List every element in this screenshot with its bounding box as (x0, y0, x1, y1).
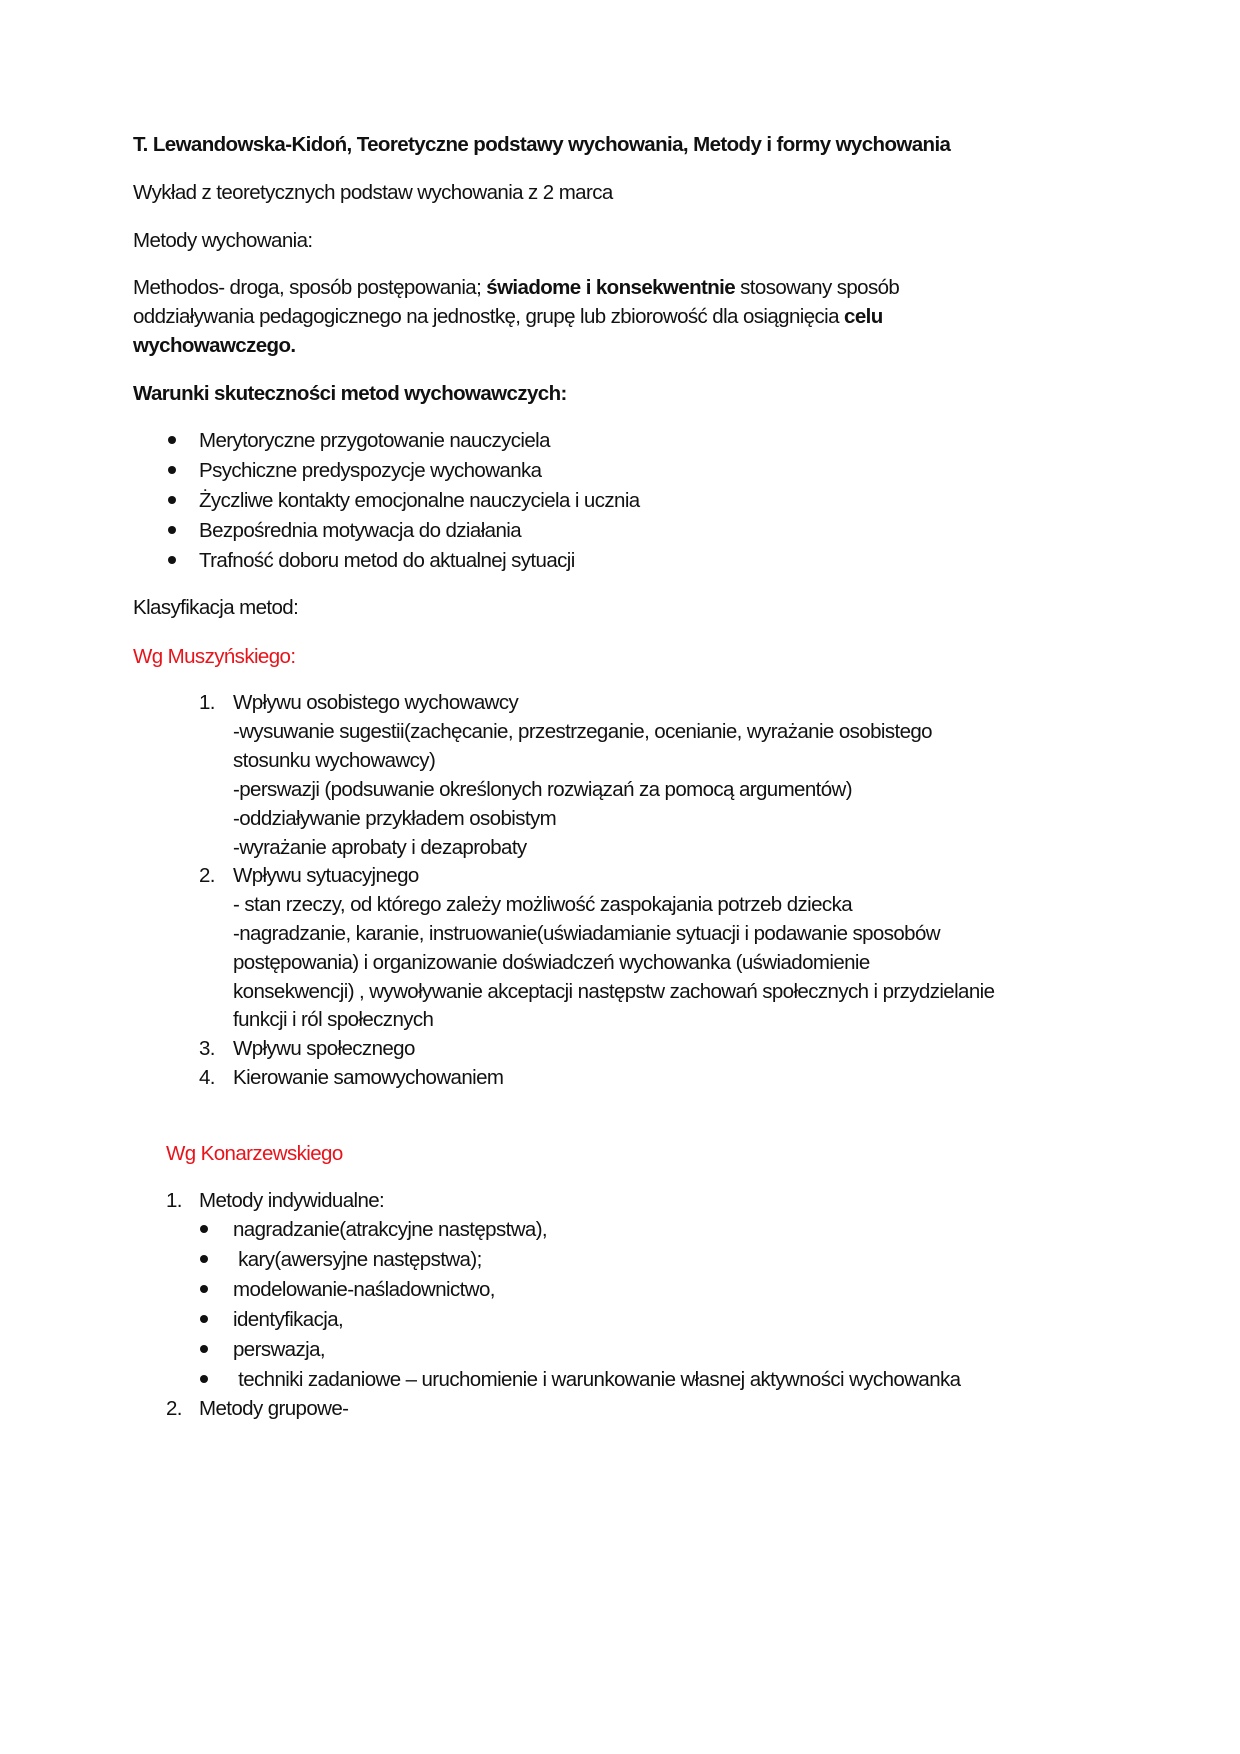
conditions-heading: Warunki skuteczności metod wychowawczych: (133, 382, 567, 405)
bullet-icon (200, 1225, 208, 1233)
definition-line-2 (133, 304, 883, 330)
list-item-label: Wpływu społecznego (233, 1037, 415, 1060)
bullet-icon (200, 1315, 208, 1323)
bullet-icon (168, 436, 176, 444)
list-number: 2. (199, 864, 215, 887)
list-number: 4. (199, 1066, 215, 1089)
list-item-label: Metody grupowe- (199, 1397, 349, 1420)
list-number: 1. (166, 1189, 182, 1212)
list-item-line: funkcji i ról społecznych (233, 1008, 434, 1031)
list-item: Merytoryczne przygotowanie nauczyciela (199, 429, 550, 452)
list-item-label: Metody indywidualne: (199, 1189, 385, 1212)
bullet-icon (168, 526, 176, 534)
bullet-icon (200, 1345, 208, 1353)
list-item-line: stosunku wychowawcy) (233, 749, 436, 772)
definition-text: stosowany sposób (735, 276, 900, 299)
list-item-label: Wpływu osobistego wychowawcy (233, 691, 519, 714)
bullet-icon (168, 496, 176, 504)
classification-heading: Klasyfikacja metod: (133, 596, 299, 619)
konarzewski-heading: Wg Konarzewskiego (166, 1142, 343, 1165)
list-item: Trafność doboru metod do aktualnej sytuacji (199, 549, 575, 572)
list-item-line: - stan rzeczy, od którego zależy możliwość zaspokajania potrzeb dziecka (233, 893, 853, 916)
list-number: 3. (199, 1037, 215, 1060)
document-title: T. Lewandowska-Kidoń, Teoretyczne podstawy wychowania, Metody i formy wychowania (133, 133, 951, 156)
document-subtitle: Wykład z teoretycznych podstaw wychowania z 2 marca (133, 181, 613, 204)
list-item-label: Wpływu sytuacyjnego (233, 864, 419, 887)
section-heading-methods: Metody wychowania: (133, 229, 313, 252)
definition-bold: celu (844, 305, 883, 328)
list-number: 2. (166, 1397, 182, 1420)
list-item: Życzliwe kontakty emocjonalne nauczyciela i ucznia (199, 489, 640, 512)
list-item: perswazja, (233, 1338, 325, 1361)
bullet-icon (200, 1255, 208, 1263)
list-number: 1. (199, 691, 215, 714)
list-item: modelowanie-naśladownictwo, (233, 1278, 495, 1301)
definition-text: oddziaływania pedagogicznego na jednostkę, grupę lub zbiorowość dla osiągnięcia (133, 305, 845, 328)
list-item-line: -oddziaływanie przykładem osobistym (233, 807, 557, 830)
list-item: techniki zadaniowe – uruchomienie i warunkowanie własnej aktywności wychowanka (233, 1368, 961, 1391)
list-item-line: konsekwencji) , wywoływanie akceptacji następstw zachowań społecznych i przydzielanie (233, 980, 995, 1003)
bullet-icon (200, 1285, 208, 1293)
list-item-line: postępowania) i organizowanie doświadczeń wychowanka (uświadomienie (233, 951, 870, 974)
list-item: identyfikacja, (233, 1308, 344, 1331)
list-item: kary(awersyjne następstwa); (233, 1248, 482, 1271)
definition-line-1 (133, 275, 899, 301)
list-item: nagradzanie(atrakcyjne następstwa), (233, 1218, 548, 1241)
list-item-line: -wyrażanie aprobaty i dezaprobaty (233, 836, 527, 859)
list-item: Bezpośrednia motywacja do działania (199, 519, 522, 542)
muszynski-heading: Wg Muszyńskiego: (133, 645, 296, 668)
definition-text: Methodos- droga, sposób postępowania; (133, 276, 487, 299)
definition-bold: świadome i konsekwentnie (486, 276, 736, 299)
list-item-label: Kierowanie samowychowaniem (233, 1066, 504, 1089)
list-item-line: -perswazji (podsuwanie określonych rozwiązań za pomocą argumentów) (233, 778, 852, 801)
bullet-icon (200, 1375, 208, 1383)
bullet-icon (168, 556, 176, 564)
bullet-icon (168, 466, 176, 474)
list-item-line: -nagradzanie, karanie, instruowanie(uświadamianie sytuacji i podawanie sposobów (233, 922, 940, 945)
definition-line-3: wychowawczego. (133, 334, 296, 357)
list-item: Psychiczne predyspozycje wychowanka (199, 459, 542, 482)
list-item-line: -wysuwanie sugestii(zachęcanie, przestrzeganie, ocenianie, wyrażanie osobistego (233, 720, 932, 743)
